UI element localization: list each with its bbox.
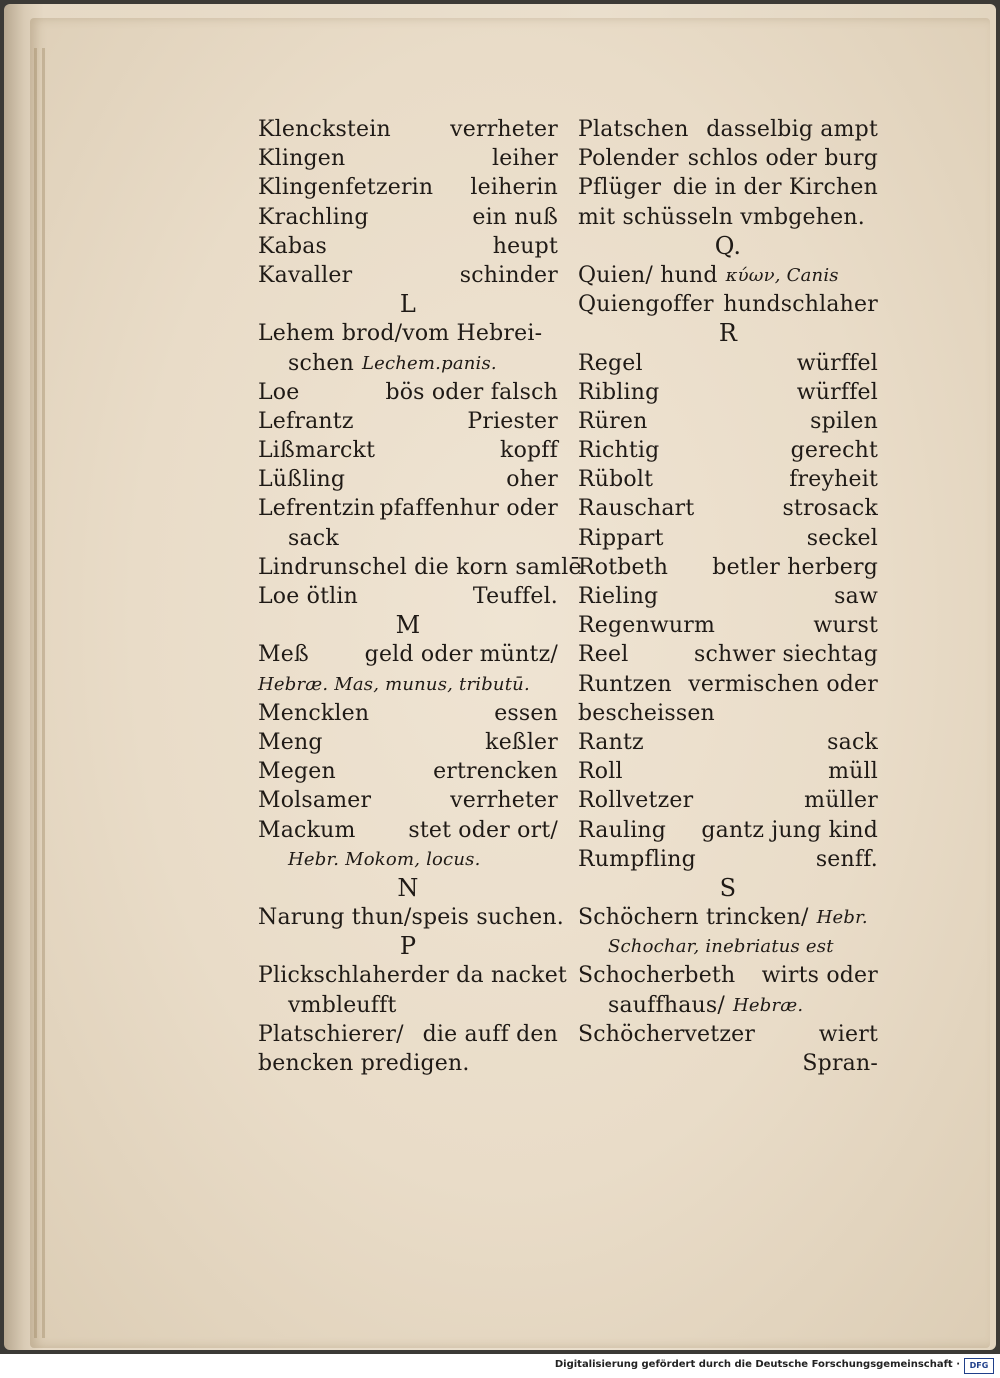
entry-meaning: Teuffel. bbox=[472, 584, 558, 609]
glossary-entry bbox=[578, 407, 878, 436]
entry-meaning: würffel bbox=[796, 350, 878, 376]
glossary-entry bbox=[258, 232, 558, 261]
glossary-entry bbox=[578, 1020, 878, 1049]
glossary-entry bbox=[258, 144, 558, 173]
entry-term: Rübolt bbox=[578, 467, 654, 493]
section-letter-text: R bbox=[718, 319, 738, 348]
glossary-entry bbox=[258, 436, 558, 465]
entry-term: Rollvetzer bbox=[578, 788, 694, 814]
entry-meaning: kopff bbox=[500, 438, 558, 464]
entry-meaning: spilen bbox=[810, 408, 878, 434]
entry-term: Klenckstein bbox=[258, 117, 391, 142]
funding-credit: Digitalisierung gefördert durch die Deutsche Forschungsgemeinschaft · bbox=[554, 1359, 960, 1370]
glossary-entry bbox=[578, 786, 878, 815]
entry-meaning: gantz jung kind bbox=[701, 817, 878, 843]
latin-gloss: Hebr. bbox=[816, 907, 868, 929]
section-letter-text: Q. bbox=[714, 231, 742, 260]
entry-meaning: leiher bbox=[492, 146, 558, 172]
glossary-entry bbox=[258, 903, 564, 932]
glossary-entry bbox=[258, 786, 558, 815]
glossary-entry bbox=[258, 582, 558, 611]
glossary-entry bbox=[578, 757, 878, 786]
entry-term: Polender bbox=[578, 146, 679, 172]
entry-term: Kavaller bbox=[258, 262, 353, 288]
entry-term: Lefrantz bbox=[258, 408, 354, 434]
glossary-entry bbox=[578, 524, 878, 553]
glossary-entry bbox=[258, 173, 558, 202]
glossary-entry bbox=[578, 932, 878, 961]
entry-meaning: seckel bbox=[806, 525, 878, 551]
entry-term: Richtig bbox=[578, 438, 660, 464]
entry-meaning: essen bbox=[494, 700, 558, 726]
glossary-entry bbox=[578, 436, 878, 465]
entry-term: Rauschart bbox=[578, 496, 695, 522]
glossary-entry bbox=[258, 524, 558, 553]
entry-term: Klingenfetzerin bbox=[258, 175, 434, 201]
section-letter-text: L bbox=[399, 290, 417, 319]
entry-meaning: geld oder müntz/ bbox=[364, 642, 558, 668]
glossary-entry bbox=[578, 961, 878, 990]
entry-meaning: müller bbox=[804, 788, 878, 814]
entry-meaning: die auff den bbox=[422, 1021, 558, 1047]
section-letter-text: M bbox=[395, 611, 421, 640]
entry-meaning: stet oder ort/ bbox=[408, 817, 558, 843]
latin-gloss: Hebræ. Mas, munus, tributū. bbox=[258, 673, 530, 695]
entry-term: Pflüger bbox=[578, 175, 662, 201]
latin-gloss: Hebr. Mokom, locus. bbox=[288, 848, 481, 870]
section-letter-text: P bbox=[399, 932, 417, 961]
glossary-entry bbox=[578, 670, 878, 699]
entry-meaning: pfaffenhur oder bbox=[379, 496, 558, 522]
glossary-entry bbox=[258, 816, 558, 845]
entry-term: Regenwurm bbox=[578, 613, 716, 639]
entry-term: bencken predigen. bbox=[258, 1051, 470, 1076]
entry-meaning: Priester bbox=[467, 408, 558, 434]
section-letter-text: S bbox=[719, 873, 737, 902]
entry-meaning: strosack bbox=[782, 496, 878, 522]
footer-bar bbox=[0, 1356, 1000, 1378]
entry-term: Runtzen bbox=[578, 671, 672, 697]
glossary-entry bbox=[578, 378, 878, 407]
dfg-logo: DFG bbox=[964, 1358, 994, 1374]
section-letter bbox=[578, 874, 878, 903]
entry-term: vmbleufft bbox=[288, 992, 397, 1018]
glossary-entry bbox=[578, 991, 878, 1020]
glossary-entry bbox=[258, 115, 558, 144]
glossary-entry bbox=[578, 144, 878, 173]
glossary-entry bbox=[258, 407, 558, 436]
glossary-entry bbox=[258, 553, 582, 582]
entry-meaning: wirts oder bbox=[761, 963, 878, 989]
entry-meaning: saw bbox=[834, 584, 878, 609]
glossary-entry bbox=[578, 903, 878, 932]
entry-term: Megen bbox=[258, 759, 336, 785]
glossary-entry bbox=[578, 349, 878, 378]
glossary-entry bbox=[578, 115, 878, 144]
entry-meaning: sack bbox=[827, 729, 878, 755]
glossary-entry bbox=[578, 845, 878, 874]
greek-gloss: κύων, Canis bbox=[725, 264, 839, 286]
entry-term: Molsamer bbox=[258, 788, 372, 814]
glossary-entry bbox=[258, 1020, 558, 1049]
glossary-entry bbox=[578, 728, 878, 757]
entry-meaning: keßler bbox=[485, 729, 558, 755]
section-letter bbox=[258, 611, 558, 640]
entry-term: Regel bbox=[578, 350, 643, 376]
entry-term: Platschierer/ bbox=[258, 1021, 404, 1047]
section-letter bbox=[578, 232, 878, 261]
glossary-entry bbox=[258, 261, 558, 290]
entry-term: Rippart bbox=[578, 525, 664, 551]
entry-term: Rauling bbox=[578, 817, 667, 843]
glossary-entry bbox=[258, 699, 558, 728]
entry-meaning: die in der Kirchen bbox=[672, 175, 878, 201]
entry-term: Ribling bbox=[578, 379, 660, 405]
glossary-entry bbox=[258, 845, 558, 874]
entry-term: Mencklen bbox=[258, 700, 370, 726]
right-column bbox=[578, 115, 878, 1078]
entry-term: Reel bbox=[578, 642, 629, 668]
entry-term: Quien/ hund bbox=[578, 262, 718, 288]
entry-term: Schocherbeth bbox=[578, 963, 736, 989]
leaf-edge bbox=[34, 48, 37, 1338]
entry-term: Klingen bbox=[258, 146, 346, 172]
entry-term: Lehem brod/vom Hebrei- bbox=[258, 321, 543, 347]
glossary-entry bbox=[578, 261, 878, 290]
glossary-entry bbox=[258, 203, 558, 232]
entry-meaning: schwer siechtag bbox=[693, 642, 878, 668]
entry-term: Lüßling bbox=[258, 467, 346, 493]
glossary-entry bbox=[578, 553, 878, 582]
glossary-entry bbox=[258, 757, 558, 786]
entry-meaning: bös oder falsch bbox=[385, 379, 558, 405]
entry-meaning: leiherin bbox=[470, 175, 558, 201]
glossary-entry bbox=[578, 494, 878, 523]
entry-meaning: senff. bbox=[815, 846, 878, 872]
entry-meaning: gerecht bbox=[790, 438, 878, 464]
entry-meaning: ertrencken bbox=[433, 759, 558, 785]
leaf-edge bbox=[42, 48, 45, 1338]
section-letter bbox=[258, 290, 558, 319]
entry-term: sauffhaus/ bbox=[608, 992, 726, 1018]
entry-term: schen bbox=[288, 350, 354, 376]
glossary-entry bbox=[578, 465, 878, 494]
entry-term: Meng bbox=[258, 729, 323, 755]
glossary-entry bbox=[258, 991, 558, 1020]
entry-meaning: Spran- bbox=[802, 1051, 878, 1076]
entry-meaning: der da nacket bbox=[410, 963, 567, 989]
entry-term: mit schüsseln vmbgehen. bbox=[578, 204, 865, 230]
entry-meaning: oher bbox=[506, 467, 558, 493]
section-letter bbox=[578, 319, 878, 348]
glossary-entry bbox=[258, 728, 558, 757]
glossary-entry bbox=[258, 349, 558, 378]
latin-gloss: Hebræ. bbox=[733, 994, 804, 1016]
glossary-entry bbox=[258, 640, 558, 669]
entry-meaning: müll bbox=[828, 759, 878, 785]
entry-term: Mackum bbox=[258, 817, 356, 843]
glossary-entry bbox=[578, 203, 878, 232]
section-letter bbox=[258, 874, 558, 903]
entry-term: Narung thun/speis suchen. bbox=[258, 905, 564, 931]
entry-term: Rotbeth bbox=[578, 554, 669, 580]
entry-meaning: verrheter bbox=[450, 788, 558, 814]
entry-term: Lefrentzin bbox=[258, 496, 376, 522]
entry-term: Schöchern trincken/ bbox=[578, 905, 809, 931]
entry-term: Schöchervetzer bbox=[578, 1021, 756, 1047]
entry-term: Quiengoffer bbox=[578, 292, 714, 318]
glossary-entry bbox=[578, 173, 878, 202]
entry-term: Rumpfling bbox=[578, 846, 696, 872]
entry-meaning: schlos oder burg bbox=[687, 146, 878, 172]
entry-meaning: hundschlaher bbox=[723, 292, 878, 318]
latin-gloss: Lechem.panis. bbox=[361, 352, 497, 374]
entry-term: Rüren bbox=[578, 408, 648, 434]
entry-meaning: würffel bbox=[796, 379, 878, 405]
entry-term: Krachling bbox=[258, 204, 369, 230]
glossary-entry bbox=[258, 1049, 558, 1078]
glossary-entry bbox=[578, 699, 878, 728]
glossary-entry bbox=[578, 582, 878, 611]
glossary-entry bbox=[578, 816, 878, 845]
glossary-entry bbox=[578, 611, 878, 640]
glossary-entry bbox=[578, 1049, 878, 1078]
entry-meaning: wurst bbox=[813, 613, 878, 639]
entry-term: Loe bbox=[258, 379, 300, 405]
entry-term: Rieling bbox=[578, 584, 659, 609]
entry-term: sack bbox=[288, 525, 339, 551]
entry-term: Lindrunschel die korn samlē bbox=[258, 554, 582, 580]
entry-term: Platschen bbox=[578, 117, 689, 142]
entry-meaning: schinder bbox=[459, 262, 558, 288]
section-letter-text: N bbox=[397, 873, 419, 902]
glossary-entry bbox=[258, 670, 558, 699]
entry-term: Meß bbox=[258, 642, 309, 668]
glossary-entry bbox=[578, 290, 878, 319]
entry-term: bescheissen bbox=[578, 700, 715, 726]
glossary-entry bbox=[578, 640, 878, 669]
glossary-entry bbox=[258, 319, 558, 348]
entry-meaning: heupt bbox=[492, 233, 558, 259]
left-column bbox=[258, 115, 582, 1078]
entry-meaning: vermischen oder bbox=[688, 671, 878, 697]
entry-meaning: freyheit bbox=[789, 467, 878, 493]
glossary-entry bbox=[258, 961, 567, 990]
entry-meaning: wiert bbox=[818, 1021, 878, 1047]
entry-meaning: verrheter bbox=[450, 117, 558, 142]
glossary-entry bbox=[258, 494, 558, 523]
glossary-entry bbox=[258, 378, 558, 407]
entry-term: Roll bbox=[578, 759, 623, 785]
latin-gloss: Schochar, inebriatus est bbox=[608, 936, 834, 958]
entry-meaning: betler herberg bbox=[712, 554, 878, 580]
entry-term: Rantz bbox=[578, 729, 644, 755]
section-letter bbox=[258, 932, 558, 961]
entry-term: Kabas bbox=[258, 233, 328, 259]
entry-term: Lißmarckt bbox=[258, 438, 376, 464]
entry-term: Plickschlaher bbox=[258, 963, 411, 989]
entry-meaning: dasselbig ampt bbox=[706, 117, 878, 142]
glossary-entry bbox=[258, 465, 558, 494]
entry-meaning: ein nuß bbox=[472, 204, 558, 230]
entry-term: Loe ötlin bbox=[258, 584, 358, 609]
